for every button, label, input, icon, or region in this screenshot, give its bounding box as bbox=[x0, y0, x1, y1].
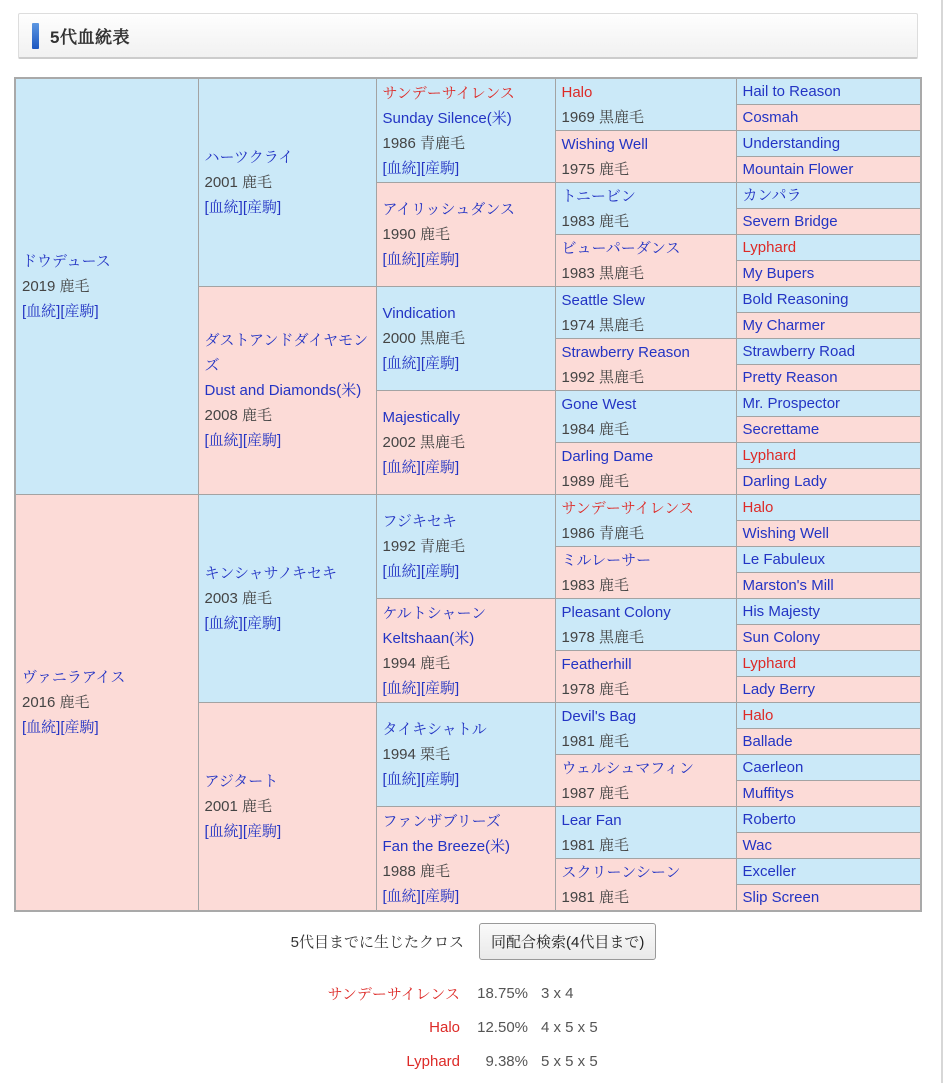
page-right-divider bbox=[941, 0, 943, 1083]
pedigree-cell bbox=[736, 755, 921, 781]
offspring-link[interactable]: [産駒] bbox=[420, 887, 460, 905]
pedigree-cell bbox=[736, 625, 921, 651]
horse-name-link[interactable]: Lyphard bbox=[742, 239, 797, 256]
pedigree-cell bbox=[376, 599, 555, 703]
horse-en-name-line bbox=[383, 834, 551, 859]
blood-link[interactable]: [血統] bbox=[382, 251, 421, 268]
horse-name-link[interactable]: Halo bbox=[742, 499, 774, 516]
horse-en-name-link[interactable]: Fan the Breeze(米) bbox=[382, 837, 511, 855]
horse-name-line bbox=[562, 808, 732, 833]
horse-name-link[interactable]: Halo bbox=[561, 83, 593, 101]
horse-year-text: 1988 鹿毛 bbox=[382, 862, 451, 880]
horse-year-text: 1990 鹿毛 bbox=[382, 226, 451, 243]
horse-name-line bbox=[743, 105, 917, 130]
horse-year-text: 2016 鹿毛 bbox=[22, 694, 90, 711]
horse-name-link[interactable]: Cosmah bbox=[742, 109, 799, 126]
blood-link[interactable]: [血統] bbox=[382, 355, 421, 372]
pedigree-cell bbox=[555, 391, 736, 443]
horse-name-link[interactable]: Slip Screen bbox=[742, 889, 820, 906]
page-title: 5代血統表 bbox=[50, 28, 130, 47]
pedigree-cell bbox=[555, 859, 736, 912]
horse-links-line bbox=[383, 884, 551, 909]
horse-year-text: 1992 青鹿毛 bbox=[382, 538, 466, 555]
pedigree-cell bbox=[736, 651, 921, 677]
horse-name-line bbox=[383, 717, 551, 742]
horse-name-line bbox=[743, 495, 917, 520]
horse-name-line bbox=[562, 340, 732, 365]
horse-links-line bbox=[22, 715, 194, 740]
horse-name-link[interactable]: Pretty Reason bbox=[742, 369, 838, 386]
horse-name-link[interactable]: Hail to Reason bbox=[742, 83, 841, 100]
horse-name-line bbox=[743, 547, 917, 572]
horse-name-line bbox=[562, 652, 732, 677]
horse-name-link[interactable]: Muffitys bbox=[742, 785, 794, 802]
horse-year-text: 1994 鹿毛 bbox=[382, 654, 451, 672]
horse-name-line bbox=[743, 261, 917, 286]
cross-horse-link[interactable]: Lyphard bbox=[406, 1052, 460, 1070]
blood-link[interactable]: [血統] bbox=[382, 771, 421, 788]
horse-name-line bbox=[205, 561, 372, 586]
pedigree-cell bbox=[376, 183, 555, 287]
horse-name-link[interactable]: サンデーサイレンス bbox=[382, 84, 515, 102]
pedigree-cell bbox=[736, 417, 921, 443]
horse-year-text: 2003 鹿毛 bbox=[204, 590, 273, 607]
horse-name-line bbox=[383, 197, 551, 222]
horse-name-line bbox=[562, 496, 732, 521]
pedigree-cell bbox=[736, 885, 921, 912]
pedigree-cell bbox=[736, 573, 921, 599]
horse-name-link[interactable]: Lear Fan bbox=[561, 811, 622, 829]
offspring-link[interactable]: [産駒] bbox=[242, 432, 282, 449]
pedigree-cell bbox=[736, 469, 921, 495]
blood-link[interactable]: [血統] bbox=[22, 303, 61, 320]
offspring-link[interactable]: [産駒] bbox=[242, 823, 282, 840]
horse-name-line bbox=[743, 313, 917, 338]
pedigree-cell bbox=[736, 339, 921, 365]
horse-name-line bbox=[22, 665, 194, 690]
pedigree-table bbox=[14, 77, 922, 912]
cross-row bbox=[282, 976, 638, 1010]
pedigree-cell bbox=[555, 183, 736, 235]
horse-en-name-line bbox=[205, 378, 372, 403]
horse-links-line bbox=[383, 559, 551, 584]
pedigree-cell bbox=[555, 599, 736, 651]
horse-name-line bbox=[743, 807, 917, 832]
horse-name-line bbox=[743, 469, 917, 494]
cross-header-row bbox=[0, 923, 947, 960]
horse-name-link[interactable]: カンパラ bbox=[742, 187, 802, 204]
pedigree-cell bbox=[555, 703, 736, 755]
pedigree-cell bbox=[736, 235, 921, 261]
horse-name-line bbox=[743, 677, 917, 702]
offspring-link[interactable]: [産駒] bbox=[420, 679, 460, 697]
horse-links-line bbox=[22, 299, 194, 324]
horse-name-line bbox=[22, 249, 194, 274]
horse-year-text: 1983 鹿毛 bbox=[561, 212, 630, 230]
horse-name-line bbox=[743, 859, 917, 884]
blood-link[interactable]: [血統] bbox=[204, 199, 243, 216]
horse-name-link[interactable]: ダストアンドダイヤモンズ bbox=[204, 332, 369, 374]
horse-name-line bbox=[743, 625, 917, 650]
horse-year-text: 1981 鹿毛 bbox=[561, 732, 630, 750]
horse-en-name-link[interactable]: Sunday Silence(米) bbox=[382, 109, 512, 127]
horse-name-line bbox=[743, 417, 917, 442]
horse-name-link[interactable]: Strawberry Road bbox=[742, 343, 856, 360]
horse-name-link[interactable]: Wac bbox=[742, 837, 772, 854]
horse-name-line bbox=[562, 392, 732, 417]
horse-links-line bbox=[383, 351, 551, 376]
offspring-link[interactable]: [産駒] bbox=[420, 355, 460, 372]
horse-name-line bbox=[383, 81, 551, 106]
horse-year-text: 1992 黒鹿毛 bbox=[561, 368, 645, 386]
horse-name-link[interactable]: ドウデュース bbox=[22, 253, 111, 270]
pedigree-cell bbox=[736, 391, 921, 417]
horse-name-line bbox=[562, 288, 732, 313]
horse-en-name-link[interactable]: Dust and Diamonds(米) bbox=[204, 382, 362, 399]
horse-year-text: 1969 黒鹿毛 bbox=[561, 108, 645, 126]
blood-link[interactable]: [血統] bbox=[204, 615, 243, 632]
horse-year-text: 1984 鹿毛 bbox=[561, 420, 630, 438]
horse-year-text: 1975 鹿毛 bbox=[561, 160, 630, 178]
horse-name-line bbox=[562, 132, 732, 157]
horse-links-line bbox=[383, 455, 551, 480]
horse-name-line bbox=[562, 548, 732, 573]
horse-year-text: 2001 鹿毛 bbox=[204, 798, 273, 815]
horse-year-text: 2000 黒鹿毛 bbox=[382, 330, 466, 347]
horse-year-text: 2019 鹿毛 bbox=[22, 278, 90, 295]
horse-name-link[interactable]: ヴァニラアイス bbox=[22, 669, 126, 686]
horse-links-line bbox=[383, 767, 551, 792]
horse-name-link[interactable]: ビューパーダンス bbox=[561, 239, 681, 257]
horse-name-line bbox=[743, 885, 917, 910]
pedigree-cell bbox=[376, 391, 555, 495]
horse-name-line bbox=[743, 833, 917, 858]
horse-name-link[interactable]: Severn Bridge bbox=[742, 213, 838, 230]
horse-year-text: 1983 黒鹿毛 bbox=[561, 264, 645, 282]
pedigree-cell bbox=[736, 131, 921, 157]
blood-link[interactable]: [血統] bbox=[22, 719, 61, 736]
horse-links-line bbox=[205, 428, 372, 453]
horse-links-line bbox=[205, 195, 372, 220]
horse-name-line bbox=[383, 405, 551, 430]
horse-name-link[interactable]: タイキシャトル bbox=[382, 721, 487, 738]
horse-name-link[interactable]: Halo bbox=[742, 707, 774, 724]
cross-section-label: 5代目までに生じたクロス bbox=[290, 934, 464, 951]
horse-name-line bbox=[562, 704, 732, 729]
offspring-link[interactable]: [産駒] bbox=[420, 563, 460, 580]
horse-name-line bbox=[743, 287, 917, 312]
horse-name-line bbox=[743, 157, 917, 182]
horse-name-line bbox=[743, 521, 917, 546]
pedigree-cell bbox=[555, 78, 736, 131]
horse-name-link[interactable]: ケルトシャーン bbox=[382, 604, 487, 622]
cross-list bbox=[282, 976, 638, 1078]
horse-year-text: 1994 栗毛 bbox=[382, 746, 451, 763]
horse-year-text: 1989 鹿毛 bbox=[561, 472, 630, 490]
horse-en-name-link[interactable]: Keltshaan(米) bbox=[382, 629, 475, 647]
horse-links-line bbox=[383, 247, 551, 272]
horse-name-link[interactable]: Lady Berry bbox=[742, 681, 816, 698]
pedigree-cell bbox=[736, 105, 921, 131]
pedigree-cell bbox=[555, 443, 736, 495]
horse-name-link[interactable]: ファンザブリーズ bbox=[382, 812, 501, 830]
cross-horse-link[interactable]: サンデーサイレンス bbox=[327, 985, 460, 1003]
horse-year-text: 1978 鹿毛 bbox=[561, 680, 630, 698]
horse-name-line bbox=[743, 131, 917, 156]
horse-name-line bbox=[743, 651, 917, 676]
offspring-link[interactable]: [産駒] bbox=[242, 615, 282, 632]
horse-name-link[interactable]: My Charmer bbox=[742, 317, 826, 334]
horse-name-link[interactable]: フジキセキ bbox=[382, 513, 457, 530]
cross-row bbox=[282, 1010, 638, 1044]
horse-name-link[interactable]: His Majesty bbox=[742, 603, 821, 620]
blood-link[interactable]: [血統] bbox=[382, 887, 421, 905]
horse-year-text: 1986 青鹿毛 bbox=[561, 524, 645, 542]
same-mating-search-button[interactable]: 同配合検索(4代目まで) bbox=[479, 923, 656, 960]
section-accent-bar-icon bbox=[32, 23, 39, 49]
blood-link[interactable]: [血統] bbox=[204, 432, 243, 449]
blood-link[interactable]: [血統] bbox=[204, 823, 243, 840]
horse-name-link[interactable]: Caerleon bbox=[742, 759, 804, 776]
horse-name-link[interactable]: Strawberry Reason bbox=[561, 343, 690, 361]
horse-name-line bbox=[743, 755, 917, 780]
horse-name-link[interactable]: Lyphard bbox=[742, 655, 797, 672]
cross-percent: 12.50% bbox=[477, 1018, 528, 1036]
pedigree-cell bbox=[198, 495, 376, 703]
cross-horse-cell bbox=[282, 976, 470, 1010]
blood-link[interactable]: [血統] bbox=[382, 679, 421, 697]
horse-name-line bbox=[562, 756, 732, 781]
horse-name-link[interactable]: Darling Dame bbox=[561, 447, 654, 465]
horse-name-link[interactable]: Mr. Prospector bbox=[742, 395, 841, 412]
horse-name-link[interactable]: Majestically bbox=[382, 409, 461, 426]
horse-name-link[interactable]: Marston's Mill bbox=[742, 577, 834, 594]
pedigree-cell bbox=[736, 261, 921, 287]
cross-percent: 9.38% bbox=[485, 1052, 528, 1070]
offspring-link[interactable]: [産駒] bbox=[420, 771, 460, 788]
pedigree-cell bbox=[736, 703, 921, 729]
cross-percent: 18.75% bbox=[477, 984, 528, 1002]
horse-name-line bbox=[562, 80, 732, 105]
pedigree-cell bbox=[555, 807, 736, 859]
horse-name-line bbox=[743, 703, 917, 728]
horse-name-link[interactable]: Le Fabuleux bbox=[742, 551, 826, 568]
horse-year-text: 1986 青鹿毛 bbox=[382, 134, 466, 152]
horse-name-link[interactable]: Ballade bbox=[742, 733, 793, 750]
pedigree-cell bbox=[198, 287, 376, 495]
horse-name-line bbox=[743, 781, 917, 806]
horse-name-link[interactable]: Wishing Well bbox=[561, 135, 648, 153]
pedigree-cell bbox=[736, 547, 921, 573]
pedigree-cell bbox=[736, 209, 921, 235]
pedigree-cell bbox=[736, 365, 921, 391]
pedigree-cell bbox=[736, 599, 921, 625]
horse-name-link[interactable]: ハーツクライ bbox=[204, 149, 294, 166]
blood-link[interactable]: [血統] bbox=[382, 159, 421, 177]
pedigree-cell bbox=[555, 287, 736, 339]
cross-horse-cell bbox=[282, 1010, 470, 1044]
horse-year-text: 1981 鹿毛 bbox=[561, 836, 630, 854]
offspring-link[interactable]: [産駒] bbox=[60, 719, 99, 736]
horse-links-line bbox=[205, 819, 372, 844]
horse-name-link[interactable]: トニービン bbox=[561, 187, 636, 205]
offspring-link[interactable]: [産駒] bbox=[242, 199, 282, 216]
horse-name-line bbox=[205, 145, 372, 170]
horse-name-link[interactable]: Pleasant Colony bbox=[561, 603, 671, 621]
horse-links-line bbox=[383, 676, 551, 701]
horse-name-link[interactable]: Vindication bbox=[382, 305, 456, 322]
horse-year-text: 2002 黒鹿毛 bbox=[382, 434, 466, 451]
pedigree-cell bbox=[376, 495, 555, 599]
pedigree-cell bbox=[736, 859, 921, 885]
horse-name-line bbox=[743, 599, 917, 624]
horse-name-link[interactable]: ウェルシュマフィン bbox=[561, 759, 695, 777]
horse-name-link[interactable]: ミルレーサー bbox=[561, 551, 652, 569]
pedigree-cell bbox=[376, 703, 555, 807]
horse-year-text: 1987 鹿毛 bbox=[561, 784, 630, 802]
horse-name-line bbox=[743, 235, 917, 260]
pedigree-cell bbox=[555, 547, 736, 599]
pedigree-cell bbox=[736, 78, 921, 105]
horse-name-link[interactable]: Gone West bbox=[561, 395, 637, 413]
pedigree-cell bbox=[555, 339, 736, 391]
horse-name-line bbox=[743, 443, 917, 468]
horse-year-text: 1983 鹿毛 bbox=[561, 576, 630, 594]
horse-year-text: 2001 鹿毛 bbox=[204, 174, 273, 191]
horse-name-link[interactable]: キンシャサノキセキ bbox=[204, 565, 338, 582]
horse-name-line bbox=[383, 601, 551, 626]
horse-name-link[interactable]: Understanding bbox=[742, 135, 841, 152]
cross-row bbox=[282, 1044, 638, 1078]
pedigree-cell bbox=[555, 651, 736, 703]
horse-name-link[interactable]: Wishing Well bbox=[742, 525, 829, 542]
horse-name-line bbox=[383, 301, 551, 326]
pedigree-cell bbox=[555, 235, 736, 287]
horse-name-line bbox=[743, 391, 917, 416]
pedigree-cell bbox=[736, 729, 921, 755]
horse-name-link[interactable]: Sun Colony bbox=[742, 629, 821, 646]
pedigree-cell bbox=[736, 833, 921, 859]
horse-name-line bbox=[743, 573, 917, 598]
offspring-link[interactable]: [産駒] bbox=[60, 303, 99, 320]
blood-link[interactable]: [血統] bbox=[382, 563, 421, 580]
horse-name-line bbox=[743, 365, 917, 390]
offspring-link[interactable]: [産駒] bbox=[420, 459, 460, 476]
section-header bbox=[18, 13, 918, 59]
horse-year-text: 2008 鹿毛 bbox=[204, 407, 273, 424]
horse-name-line bbox=[562, 600, 732, 625]
pedigree-cell bbox=[736, 313, 921, 339]
horse-name-link[interactable]: Secrettame bbox=[742, 421, 820, 438]
pedigree-cell bbox=[736, 781, 921, 807]
horse-name-link[interactable]: Roberto bbox=[742, 811, 796, 828]
horse-year-text: 1974 黒鹿毛 bbox=[561, 316, 645, 334]
horse-name-link[interactable]: スクリーンシーン bbox=[561, 863, 681, 881]
horse-name-line bbox=[562, 860, 732, 885]
pedigree-cell bbox=[198, 703, 376, 912]
horse-name-link[interactable]: サンデーサイレンス bbox=[561, 499, 694, 517]
cross-horse-link[interactable]: Halo bbox=[429, 1018, 460, 1036]
cross-pattern: 4 x 5 x 5 bbox=[541, 1018, 598, 1036]
pedigree-cell bbox=[555, 131, 736, 183]
horse-name-line bbox=[562, 236, 732, 261]
horse-name-link[interactable]: Bold Reasoning bbox=[742, 291, 849, 308]
horse-name-link[interactable]: My Bupers bbox=[742, 265, 815, 282]
horse-name-line bbox=[562, 184, 732, 209]
horse-links-line bbox=[383, 156, 551, 181]
horse-name-link[interactable]: Lyphard bbox=[742, 447, 797, 464]
horse-name-link[interactable]: アジタート bbox=[204, 773, 279, 790]
horse-name-link[interactable]: Exceller bbox=[742, 863, 796, 880]
horse-name-line bbox=[205, 769, 372, 794]
horse-name-line bbox=[205, 328, 372, 378]
horse-name-link[interactable]: Devil's Bag bbox=[561, 707, 637, 725]
horse-en-name-line bbox=[383, 106, 551, 131]
horse-name-line bbox=[743, 729, 917, 754]
offspring-link[interactable]: [産駒] bbox=[420, 251, 460, 268]
horse-name-line bbox=[743, 183, 917, 208]
horse-name-link[interactable]: Darling Lady bbox=[742, 473, 827, 490]
horse-name-line bbox=[383, 509, 551, 534]
horse-name-line bbox=[743, 79, 917, 104]
pedigree-cell bbox=[736, 443, 921, 469]
pedigree-cell bbox=[376, 78, 555, 183]
pedigree-cell bbox=[15, 78, 198, 495]
pedigree-cell bbox=[736, 183, 921, 209]
horse-name-link[interactable]: Featherhill bbox=[561, 655, 632, 673]
cross-pattern: 5 x 5 x 5 bbox=[541, 1052, 598, 1070]
horse-links-line bbox=[205, 611, 372, 636]
pedigree-cell bbox=[736, 521, 921, 547]
horse-name-link[interactable]: Seattle Slew bbox=[561, 291, 645, 309]
horse-name-line bbox=[383, 809, 551, 834]
offspring-link[interactable]: [産駒] bbox=[420, 159, 460, 177]
horse-name-link[interactable]: アイリッシュダンス bbox=[382, 201, 515, 218]
blood-link[interactable]: [血統] bbox=[382, 459, 421, 476]
pedigree-cell bbox=[736, 677, 921, 703]
pedigree-cell bbox=[376, 287, 555, 391]
horse-name-line bbox=[743, 339, 917, 364]
pedigree-cell bbox=[15, 495, 198, 912]
horse-name-line bbox=[562, 444, 732, 469]
pedigree-cell bbox=[198, 78, 376, 287]
pedigree-cell bbox=[376, 807, 555, 912]
pedigree-cell bbox=[736, 287, 921, 313]
horse-en-name-line bbox=[383, 626, 551, 651]
horse-name-line bbox=[743, 209, 917, 234]
pedigree-cell bbox=[555, 755, 736, 807]
horse-year-text: 1978 黒鹿毛 bbox=[561, 628, 645, 646]
horse-year-text: 1981 鹿毛 bbox=[561, 888, 630, 906]
horse-name-link[interactable]: Mountain Flower bbox=[742, 161, 854, 178]
pedigree-cell bbox=[555, 495, 736, 547]
cross-horse-cell bbox=[282, 1044, 470, 1078]
pedigree-cell bbox=[736, 157, 921, 183]
pedigree-cell bbox=[736, 807, 921, 833]
cross-pattern: 3 x 4 bbox=[541, 984, 574, 1002]
pedigree-cell bbox=[736, 495, 921, 521]
